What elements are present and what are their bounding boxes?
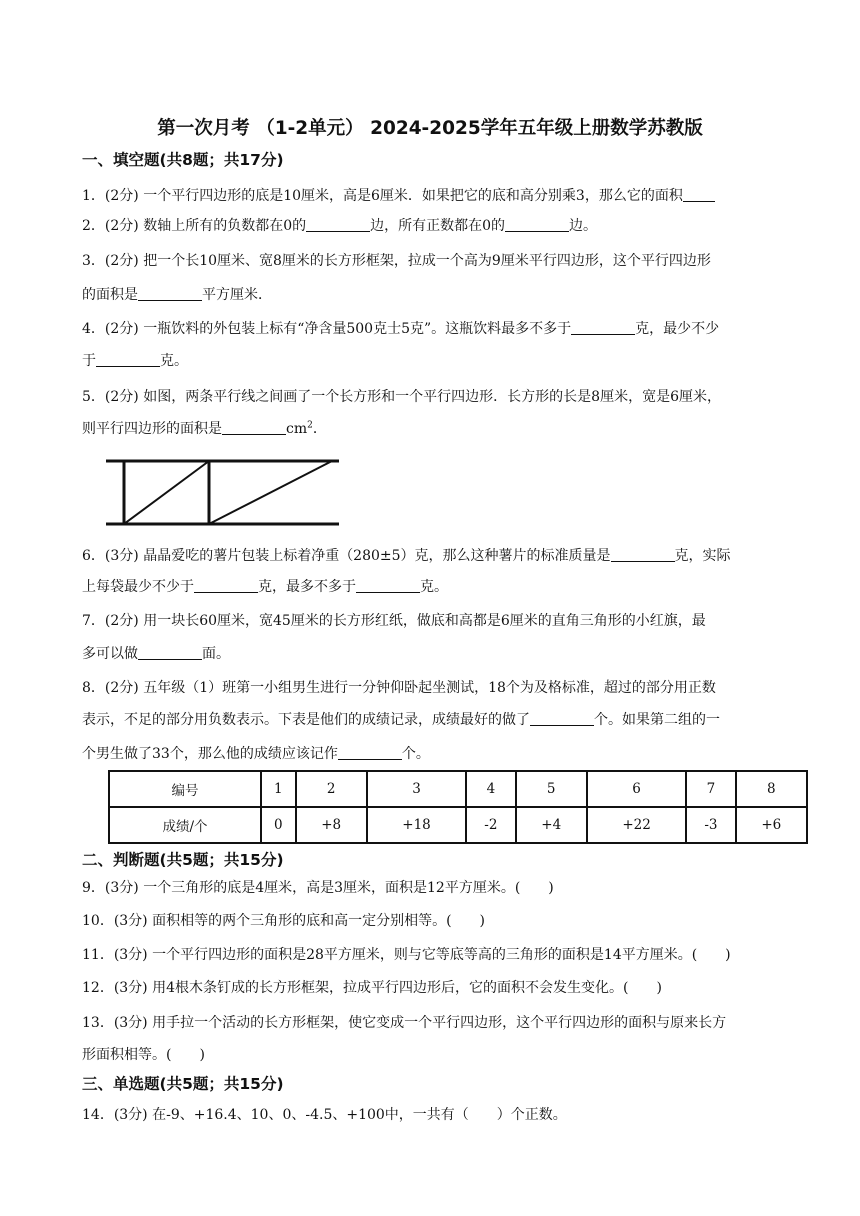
table-cell: +6 [736, 807, 807, 843]
table-cell: 4 [466, 771, 515, 807]
question-text: 表示，不足的部分用负数表示。下表是他们的成绩记录，成绩最好的做了 [82, 712, 530, 728]
question-text: 克。 [160, 353, 188, 369]
question-3-line-1: 3．(2分) 把一个长10厘米、宽8厘米的长方形框架，拉成一个高为9厘米平行四边形，这个平行四边形 [82, 253, 711, 269]
table-cell: 3 [367, 771, 466, 807]
question-text: 上每袋最少不少于 [82, 579, 194, 595]
question-text: 6．(3分) 晶晶爱吃的薯片包装上标着净重（280±5）克，那么这种薯片的标准质量是 [82, 548, 611, 564]
question-text: 4．(2分) 一瓶饮料的外包装上标有“净含量500克士5克”。这瓶饮料最多不多于 [82, 321, 572, 337]
question-13-line-1: 13．(3分) 用手拉一个活动的长方形框架，使它变成一个平行四边形，这个平行四边形的面积与原来长方 [82, 1015, 727, 1031]
question-12: 12．(3分) 用4根木条钉成的长方形框架，拉成平行四边形后，它的面积不会发生变化。( ) [82, 980, 662, 996]
question-3-line-2 [82, 284, 812, 304]
question-14: 14．(3分) 在-9、+16.4、10、0、-4.5、+100中，一共有（ ）个正数。 [82, 1107, 567, 1123]
question-7-line-1: 7．(2分) 用一块长60厘米，宽45厘米的长方形红纸，做底和高都是6厘米的直角三角形的小红旗，最 [82, 613, 706, 629]
table-cell: +18 [367, 807, 466, 843]
unit-exponent: 2 [307, 420, 313, 431]
table-row [109, 807, 807, 843]
question-6-line-1 [82, 545, 812, 565]
table-cell: 6 [587, 771, 686, 807]
table-cell: 8 [736, 771, 807, 807]
answer-blank[interactable] [138, 645, 202, 660]
unit: cm [286, 421, 308, 437]
parallel-lines-figure [104, 452, 344, 532]
table-cell: 5 [516, 771, 587, 807]
answer-blank[interactable] [222, 420, 286, 435]
question-7-line-2 [82, 643, 812, 663]
parallelogram-right-side [209, 461, 332, 524]
answer-blank[interactable] [505, 217, 569, 232]
question-8-line-2 [82, 709, 812, 729]
answer-blank[interactable] [683, 187, 715, 202]
question-text: 边，所有正数都在0的 [370, 218, 506, 234]
question-9: 9．(3分) 一个三角形的底是4厘米，高是3厘米，面积是12平方厘米。( ) [82, 880, 554, 896]
section-heading-fill-blank: 一、填空题(共8题；共17分) [82, 151, 284, 169]
page-title: 第一次月考 （1-2单元） 2024-2025学年五年级上册数学苏教版 [157, 118, 703, 139]
question-text: 个。如果第二组的一 [594, 712, 720, 728]
question-5-line-2 [82, 418, 812, 438]
question-text: 于 [82, 353, 96, 369]
question-text: 的面积是 [82, 287, 138, 303]
question-2 [82, 215, 812, 235]
question-text: 则平行四边形的面积是 [82, 421, 222, 437]
table-cell: +8 [296, 807, 367, 843]
question-text: 1．(2分) 一个平行四边形的底是10厘米，高是6厘米．如果把它的底和高分别乘3，那么它的面积 [82, 188, 683, 204]
question-text: 多可以做 [82, 646, 138, 662]
answer-blank[interactable] [138, 286, 202, 301]
question-1 [82, 185, 812, 205]
answer-blank[interactable] [338, 745, 402, 760]
table-header-cell: 成绩/个 [109, 807, 261, 843]
section-heading-single-choice: 三、单选题(共5题；共15分) [82, 1075, 284, 1093]
table-cell: 1 [261, 771, 296, 807]
question-text: ． [312, 421, 327, 437]
question-8-line-1: 8．(2分) 五年级（1）班第一小组男生进行一分钟仰卧起坐测试，18个为及格标准，超过的部分用正数 [82, 680, 716, 696]
answer-blank[interactable] [194, 578, 258, 593]
answer-blank[interactable] [611, 547, 675, 562]
question-text: 平方厘米． [202, 287, 272, 303]
question-text: 克，最少不少 [635, 321, 720, 337]
question-text: 面。 [202, 646, 230, 662]
answer-blank[interactable] [530, 711, 594, 726]
section-heading-true-false: 二、判断题(共5题；共15分) [82, 851, 284, 869]
table-cell: +4 [516, 807, 587, 843]
question-5-line-1: 5．(2分) 如图，两条平行线之间画了一个长方形和一个平行四边形．长方形的长是8厘米，宽是6厘米， [82, 389, 722, 405]
parallelogram-left-side [124, 461, 209, 524]
table-row [109, 771, 807, 807]
answer-blank[interactable] [96, 352, 160, 367]
question-text: 个。 [401, 746, 430, 762]
question-text: 边。 [569, 218, 598, 234]
question-13-line-2: 形面积相等。( ) [82, 1047, 205, 1063]
question-4-line-2 [82, 350, 812, 370]
question-6-line-2 [82, 576, 812, 596]
question-text: 克，实际 [674, 548, 731, 564]
question-8-line-3 [82, 743, 812, 763]
table-cell: -3 [686, 807, 735, 843]
question-11: 11．(3分) 一个平行四边形的面积是28平方厘米，则与它等底等高的三角形的面积是14平方厘米。( ) [82, 947, 731, 963]
question-text: 克。 [420, 579, 448, 595]
question-4-line-1 [82, 318, 812, 338]
answer-blank[interactable] [306, 217, 370, 232]
answer-blank[interactable] [571, 320, 635, 335]
question-text: 2．(2分) 数轴上所有的负数都在0的 [82, 218, 307, 234]
table-cell: 7 [686, 771, 735, 807]
score-table [108, 770, 808, 844]
table-cell: 0 [261, 807, 296, 843]
question-text: 克，最多不多于 [258, 579, 356, 595]
table-cell: 2 [296, 771, 367, 807]
table-header-cell: 编号 [109, 771, 261, 807]
answer-blank[interactable] [356, 578, 420, 593]
table-cell: -2 [466, 807, 515, 843]
table-cell: +22 [587, 807, 686, 843]
question-text: 个男生做了33个，那么他的成绩应该记作 [82, 746, 338, 762]
question-10: 10．(3分) 面积相等的两个三角形的底和高一定分别相等。( ) [82, 913, 486, 929]
